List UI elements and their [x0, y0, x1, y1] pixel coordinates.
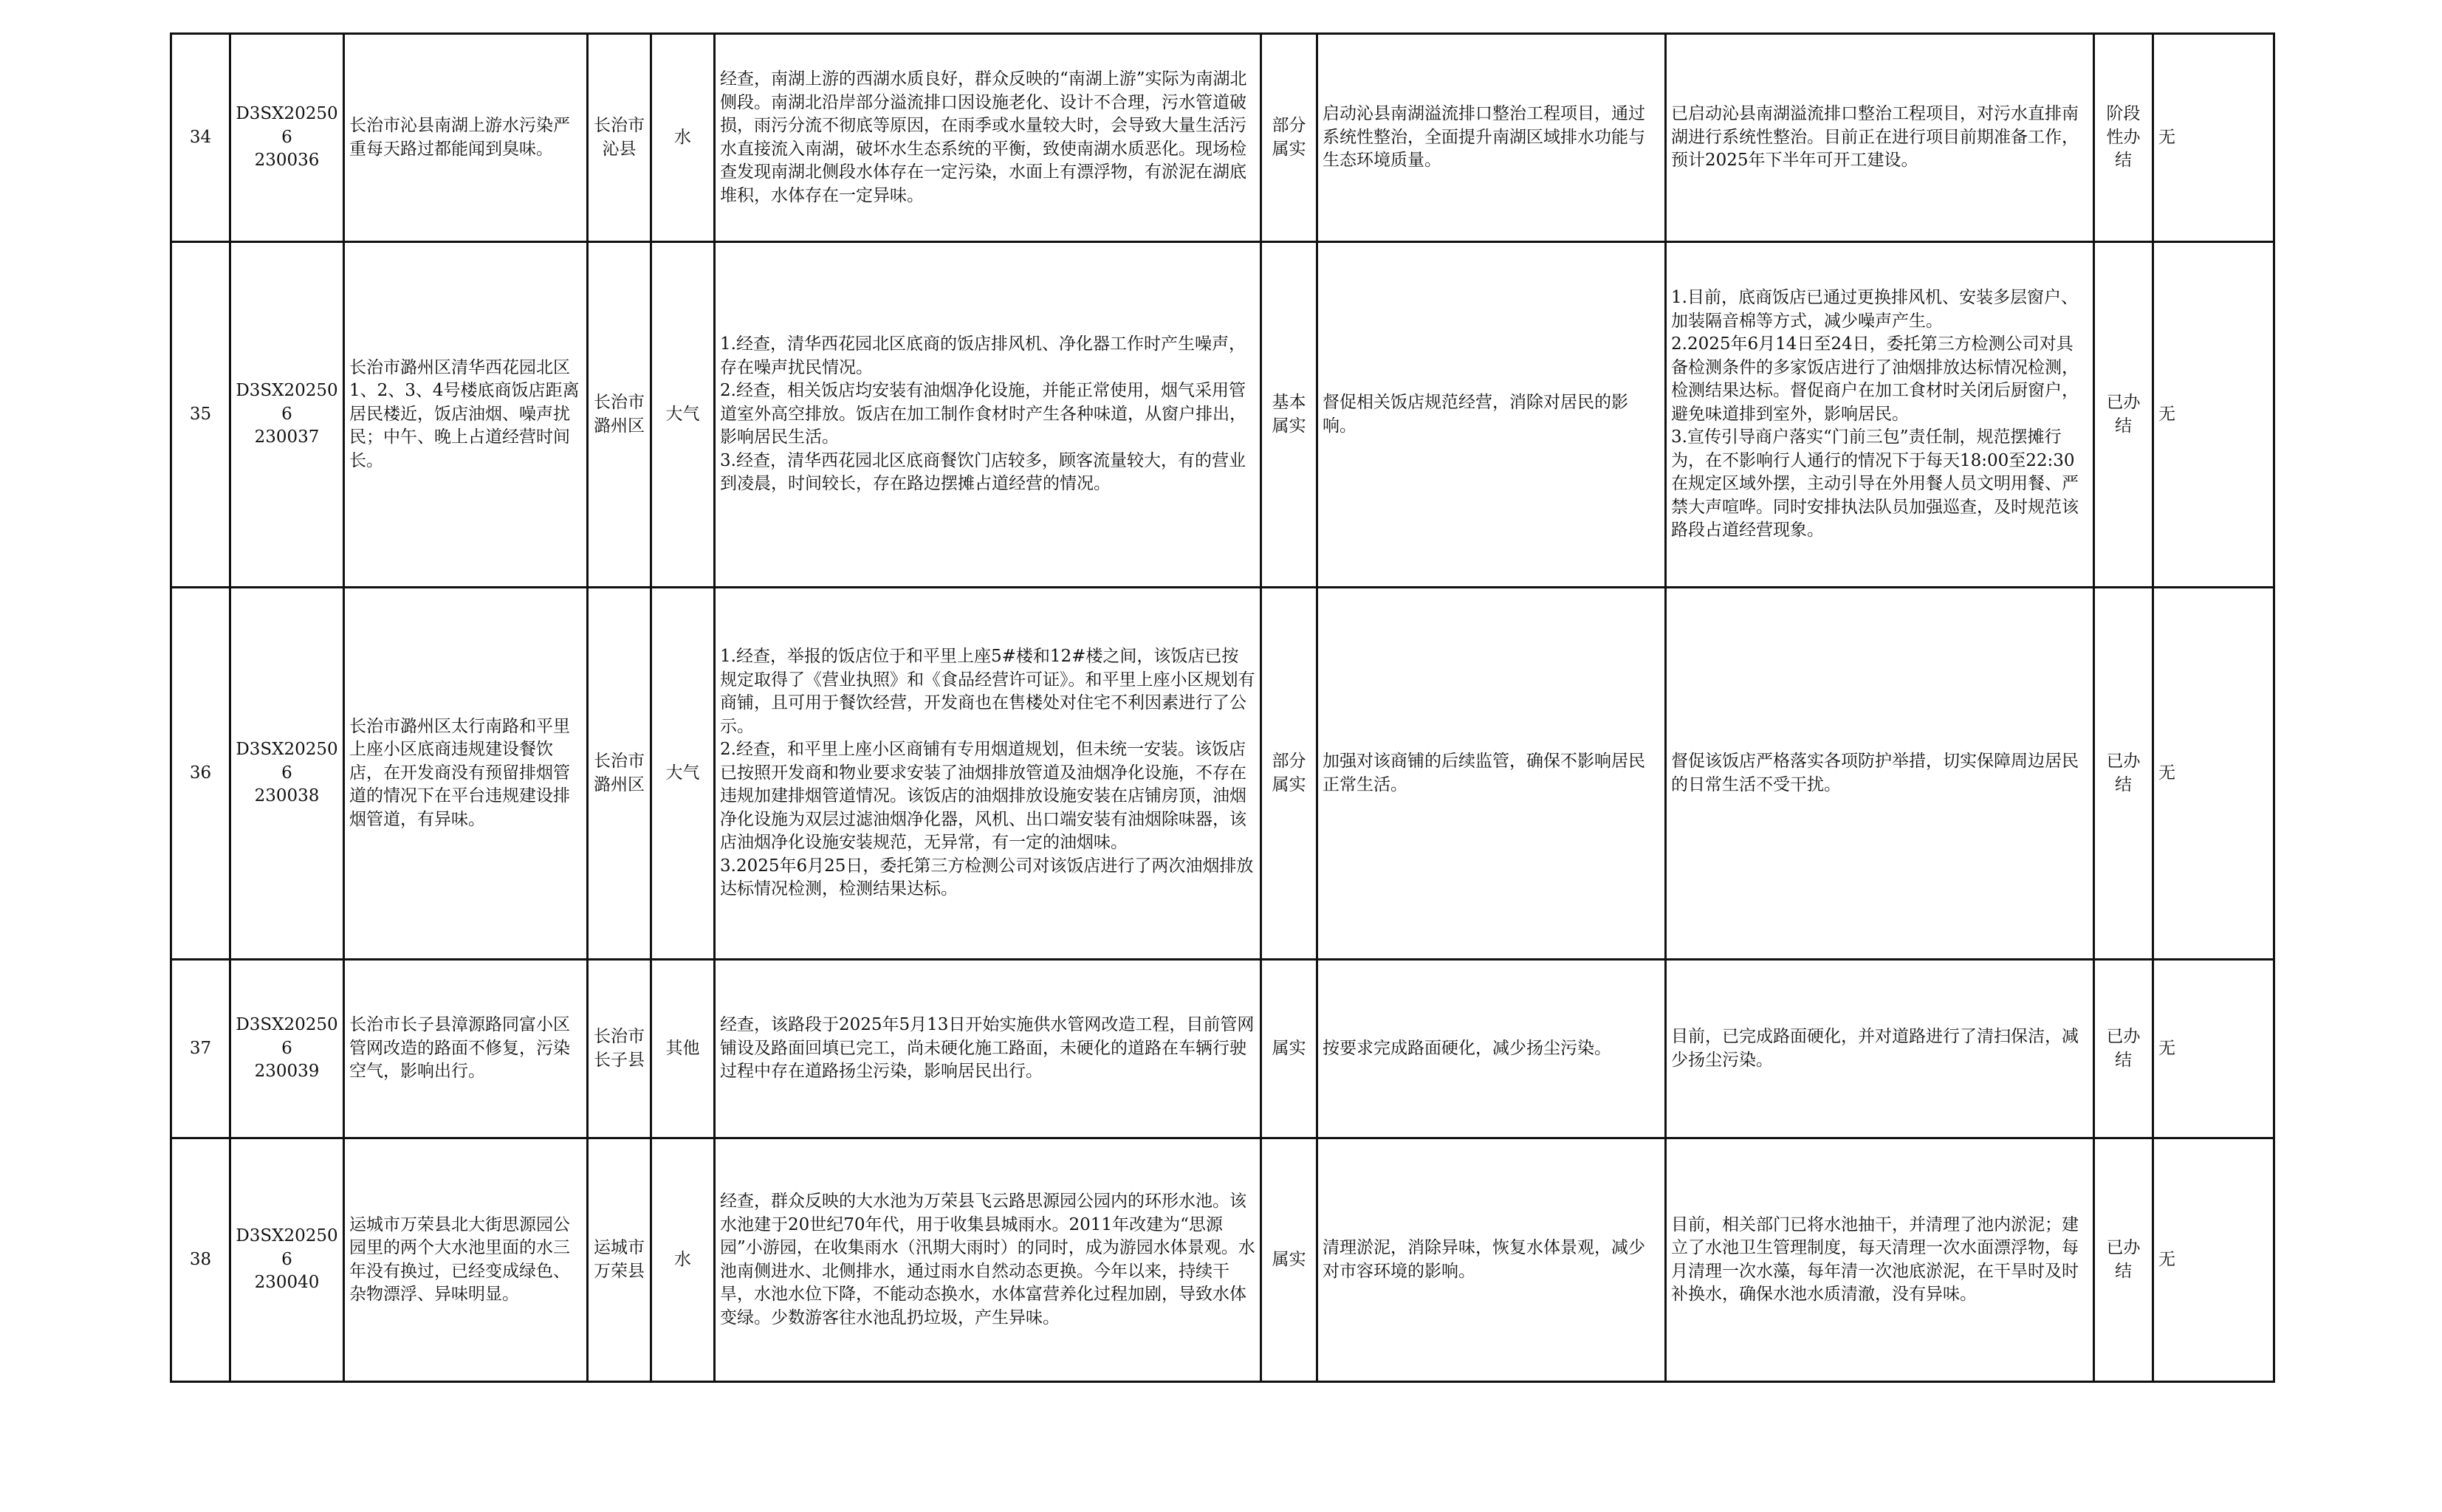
complaint-text: 运城市万荣县北大街思源园公园里的两个大水池里面的水三年没有换过，已经变成绿色、杂物漂浮、异味明显。 — [344, 1138, 588, 1382]
complaint-table — [170, 32, 2275, 1383]
investigation-text: 1.经查，举报的饭店位于和平里上座5#楼和12#楼之间，该饭店已按规定取得了《营业执照》和《食品经营许可证》。和平里上座小区规划有商铺，且可用于餐饮经营，开发商也在售楼处对住宅不利因素进行了公示。 2.经查，和平里上座小区商铺有专用烟道规划，但未统一安装。该饭店已按照开发商和物业要求安装了油烟排放管道及油烟净化设施，不存在违规加建排烟管道情况。该饭店的油烟排放设施安装在店铺房顶，油烟净化设施为双层过滤油烟净化器，风机、出口端安装有油烟除味器，该店油烟净化设施安装规范，无异常，有一定的油烟味。 3.2025年6月25日，委托第三方检测公司对该饭店进行了两次油烟排放达标情况检测，检测结果达标。 — [715, 588, 1261, 960]
result-text: 目前，相关部门已将水池抽干，并清理了池内淤泥；建立了水池卫生管理制度，每天清理一次水面漂浮物，每月清理一次水藻，每年清一次池底淤泥，在干旱时及时补换水，确保水池水质清澈，没有异味。 — [1666, 1138, 2094, 1382]
pollution-type: 大气 — [651, 242, 715, 588]
measure-text: 加强对该商铺的后续监管，确保不影响居民正常生活。 — [1317, 588, 1666, 960]
case-code: D3SX202506 230036 — [230, 34, 344, 242]
result-text: 目前，已完成路面硬化，并对道路进行了清扫保洁，减少扬尘污染。 — [1666, 960, 2094, 1138]
complaint-text: 长治市潞州区清华西花园北区1、2、3、4号楼底商饭店距离居民楼近，饭店油烟、噪声扰民；中午、晚上占道经营时间长。 — [344, 242, 588, 588]
case-code: D3SX202506 230039 — [230, 960, 344, 1138]
table-row — [171, 34, 2274, 242]
row-number: 35 — [171, 242, 230, 588]
measure-text: 清理淤泥，消除异味，恢复水体景观，减少对市容环境的影响。 — [1317, 1138, 1666, 1382]
district: 长治市潞州区 — [588, 242, 651, 588]
status: 已办结 — [2094, 242, 2153, 588]
investigation-text: 1.经查，清华西花园北区底商的饭店排风机、净化器工作时产生噪声，存在噪声扰民情况。 2.经查，相关饭店均安装有油烟净化设施，并能正常使用，烟气采用管道室外高空排放。饭店在加工制作食材时产生各种味道，从窗户排出，影响居民生活。 3.经查，清华西花园北区底商餐饮门店较多，顾客流量较大，有的营业到凌晨，时间较长，存在路边摆摊占道经营的情况。 — [715, 242, 1261, 588]
table-row — [171, 242, 2274, 588]
measure-text: 督促相关饭店规范经营，消除对居民的影响。 — [1317, 242, 1666, 588]
status: 阶段性办结 — [2094, 34, 2153, 242]
complaint-text: 长治市沁县南湖上游水污染严重每天路过都能闻到臭味。 — [344, 34, 588, 242]
pollution-type: 水 — [651, 34, 715, 242]
pollution-type: 其他 — [651, 960, 715, 1138]
accountability: 无 — [2153, 960, 2274, 1138]
measure-text: 按要求完成路面硬化，减少扬尘污染。 — [1317, 960, 1666, 1138]
case-code: D3SX202506 230038 — [230, 588, 344, 960]
district: 长治市潞州区 — [588, 588, 651, 960]
row-number: 38 — [171, 1138, 230, 1382]
district: 长治市沁县 — [588, 34, 651, 242]
pollution-type: 水 — [651, 1138, 715, 1382]
case-code: D3SX202506 230040 — [230, 1138, 344, 1382]
investigation-text: 经查，该路段于2025年5月13日开始实施供水管网改造工程，目前管网铺设及路面回填已完工，尚未硬化施工路面，未硬化的道路在车辆行驶过程中存在道路扬尘污染，影响居民出行。 — [715, 960, 1261, 1138]
verdict: 部分属实 — [1261, 588, 1317, 960]
table-row — [171, 1138, 2274, 1382]
result-text: 1.目前，底商饭店已通过更换排风机、安装多层窗户、加装隔音棉等方式，减少噪声产生。 2.2025年6月14日至24日，委托第三方检测公司对具备检测条件的多家饭店进行了油烟排放达标情况检测，检测结果达标。督促商户在加工食材时关闭后厨窗户，避免味道排到室外，影响居民。 3.宣传引导商户落实“门前三包”责任制，规范摆摊行为，在不影响行人通行的情况下于每天18:00至22:30在规定区域外摆，主动引导在外用餐人员文明用餐、严禁大声喧哗。同时安排执法队员加强巡查，及时规范该路段占道经营现象。 — [1666, 242, 2094, 588]
result-text: 督促该饭店严格落实各项防护举措，切实保障周边居民的日常生活不受干扰。 — [1666, 588, 2094, 960]
verdict: 基本属实 — [1261, 242, 1317, 588]
district: 长治市长子县 — [588, 960, 651, 1138]
row-number: 36 — [171, 588, 230, 960]
complaint-text: 长治市长子县漳源路同富小区管网改造的路面不修复，污染空气，影响出行。 — [344, 960, 588, 1138]
table-row — [171, 588, 2274, 960]
pollution-type: 大气 — [651, 588, 715, 960]
status: 已办结 — [2094, 960, 2153, 1138]
investigation-text: 经查，南湖上游的西湖水质良好，群众反映的“南湖上游”实际为南湖北侧段。南湖北沿岸部分溢流排口因设施老化、设计不合理，污水管道破损，雨污分流不彻底等原因，在雨季或水量较大时，会导致大量生活污水直接流入南湖，破坏水生态系统的平衡，致使南湖水质恶化。现场检查发现南湖北侧段水体存在一定污染，水面上有漂浮物，有淤泥在湖底堆积，水体存在一定异味。 — [715, 34, 1261, 242]
status: 已办结 — [2094, 1138, 2153, 1382]
district: 运城市万荣县 — [588, 1138, 651, 1382]
measure-text: 启动沁县南湖溢流排口整治工程项目，通过系统性整治，全面提升南湖区域排水功能与生态环境质量。 — [1317, 34, 1666, 242]
verdict: 属实 — [1261, 1138, 1317, 1382]
accountability: 无 — [2153, 1138, 2274, 1382]
case-code: D3SX202506 230037 — [230, 242, 344, 588]
status: 已办结 — [2094, 588, 2153, 960]
verdict: 属实 — [1261, 960, 1317, 1138]
row-number: 34 — [171, 34, 230, 242]
result-text: 已启动沁县南湖溢流排口整治工程项目，对污水直排南湖进行系统性整治。目前正在进行项目前期准备工作，预计2025年下半年可开工建设。 — [1666, 34, 2094, 242]
accountability: 无 — [2153, 588, 2274, 960]
investigation-text: 经查，群众反映的大水池为万荣县飞云路思源园公园内的环形水池。该水池建于20世纪70年代，用于收集县城雨水。2011年改建为“思源园”小游园，在收集雨水（汛期大雨时）的同时，成为游园水体景观。水池南侧进水、北侧排水，通过雨水自然动态更换。今年以来，持续干旱，水池水位下降，不能动态换水，水体富营养化过程加剧，导致水体变绿。少数游客往水池乱扔垃圾，产生异味。 — [715, 1138, 1261, 1382]
verdict: 部分属实 — [1261, 34, 1317, 242]
row-number: 37 — [171, 960, 230, 1138]
accountability: 无 — [2153, 34, 2274, 242]
accountability: 无 — [2153, 242, 2274, 588]
table-row — [171, 960, 2274, 1138]
complaint-text: 长治市潞州区太行南路和平里上座小区底商违规建设餐饮店，在开发商没有预留排烟管道的情况下在平台违规建设排烟管道，有异味。 — [344, 588, 588, 960]
